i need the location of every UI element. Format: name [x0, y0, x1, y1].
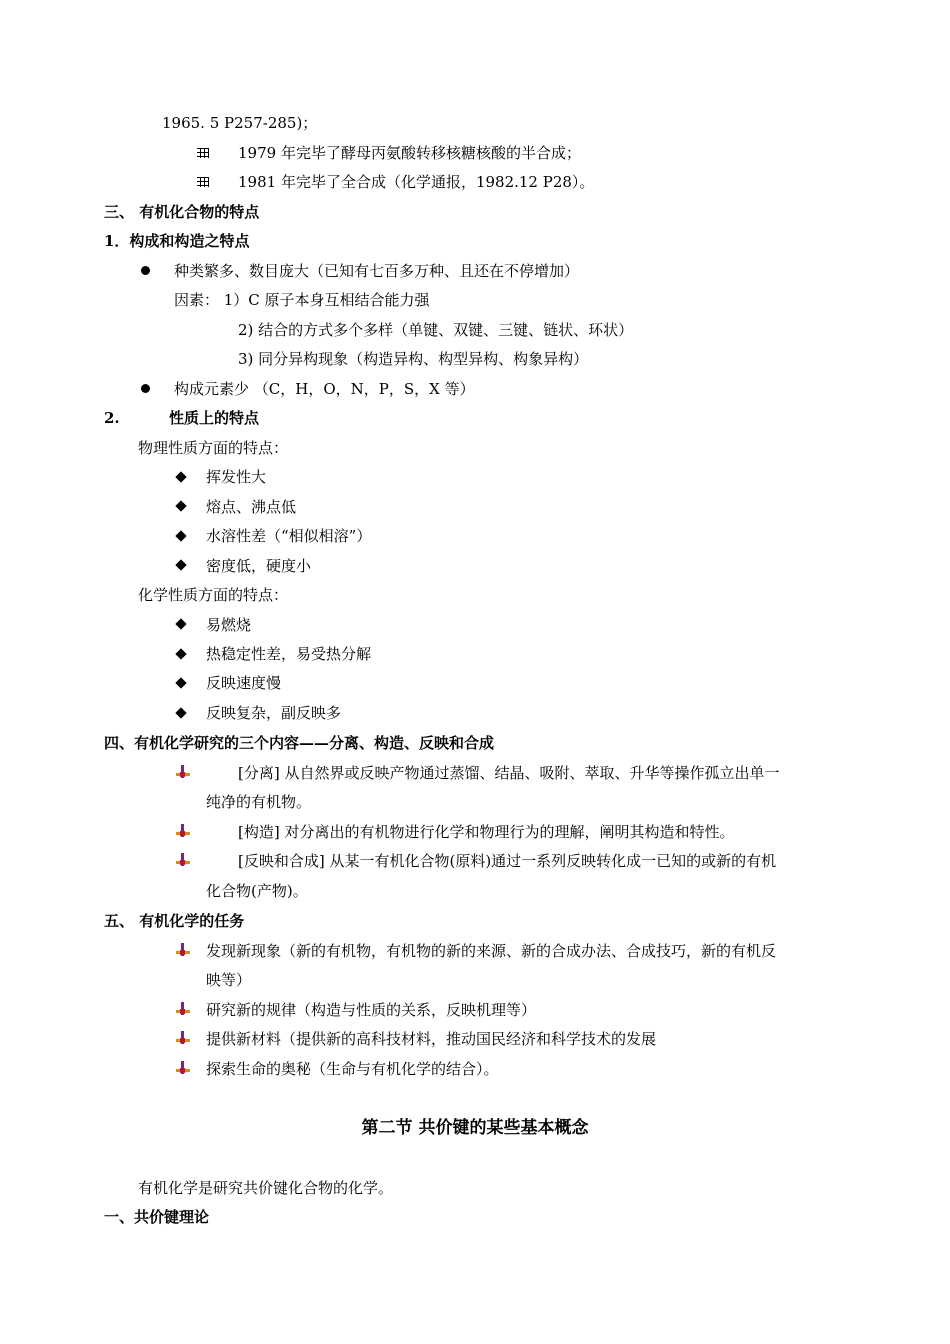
bullet-dot-icon: [141, 266, 150, 275]
text-line: 1979 年完毕了酵母丙氨酸转移核糖核酸的半合成；: [238, 144, 581, 162]
text-line: 热稳定性差，易受热分解: [206, 645, 372, 663]
text-line: 探索生命的奥秘（生命与有机化学的结合）。: [206, 1060, 499, 1078]
text-line: 密度低，硬度小: [206, 557, 312, 575]
text-line: 构成元素少 （C，H，O，N，P，S，X 等）: [174, 380, 475, 398]
subsection-heading: 性质上的特点: [169, 409, 260, 427]
text-line: 种类繁多、数目庞大（已知有七百多万种、且还在不停增加）: [174, 262, 580, 280]
text-line: 化学性质方面的特点：: [138, 586, 289, 604]
table-bullet-icon: [197, 177, 209, 187]
text-line: 反映复杂，副反映多: [206, 704, 342, 722]
chapter-section-title: 第二节 共价键的某些基本概念: [361, 1118, 589, 1138]
text-line: 发现新现象（新的有机物，有机物的新的来源、新的合成办法、合成技巧，新的有机反: [206, 942, 777, 960]
text-line: 1981 年完毕了全合成（化学通报，1982.12 P28）。: [238, 173, 595, 191]
section-heading: 一、共价键理论: [104, 1208, 210, 1226]
diamond-bullet-icon: [175, 530, 186, 541]
text-line: 3) 同分异构现象（构造异构、构型异构、构象异构）: [238, 350, 589, 368]
tack-bullet-icon: [175, 824, 191, 839]
text-line: 水溶性差（“相似相溶”）: [206, 527, 372, 545]
diamond-bullet-icon: [175, 559, 186, 570]
text-line: [分离] 从自然界或反映产物通过蒸馏、结晶、吸附、萃取、升华等操作孤立出单一: [238, 764, 780, 782]
tack-bullet-icon: [175, 1061, 191, 1076]
tack-bullet-icon: [175, 765, 191, 780]
diamond-bullet-icon: [175, 500, 186, 511]
text-line: 映等）: [206, 971, 252, 989]
section-heading: 三、 有机化合物的特点: [104, 203, 260, 221]
text-line: 有机化学是研究共价键化合物的化学。: [138, 1179, 394, 1197]
text-line: 2) 结合的方式多个多样（单键、双键、三键、链状、环状）: [238, 321, 634, 339]
subsection-number: 2.: [104, 409, 120, 427]
text-line: 易燃烧: [206, 616, 252, 634]
section-heading: 五、 有机化学的任务: [104, 912, 245, 930]
tack-bullet-icon: [175, 1002, 191, 1017]
text-line: [反映和合成] 从某一有机化合物(原料)通过一系列反映转化成一已知的或新的有机: [238, 852, 777, 870]
section-heading: 四、有机化学研究的三个内容——分离、构造、反映和合成: [104, 734, 495, 752]
text-line: 反映速度慢: [206, 674, 282, 692]
text-line: 化合物(产物)。: [206, 882, 308, 900]
diamond-bullet-icon: [175, 471, 186, 482]
diamond-bullet-icon: [175, 677, 186, 688]
text-line: 1965. 5 P257-285)；: [162, 114, 318, 132]
text-line: [构造] 对分离出的有机物进行化学和物理行为的理解，阐明其构造和特性。: [238, 823, 735, 841]
text-line: 熔点、沸点低: [206, 498, 297, 516]
text-line: 因素： 1）C 原子本身互相结合能力强: [174, 291, 430, 309]
text-line: 挥发性大: [206, 468, 267, 486]
text-line: 纯净的有机物。: [206, 793, 312, 811]
diamond-bullet-icon: [175, 618, 186, 629]
tack-bullet-icon: [175, 853, 191, 868]
subsection-heading: 1．构成和构造之特点: [104, 232, 250, 250]
diamond-bullet-icon: [175, 648, 186, 659]
tack-bullet-icon: [175, 1031, 191, 1046]
bullet-dot-icon: [141, 384, 150, 393]
diamond-bullet-icon: [175, 707, 186, 718]
tack-bullet-icon: [175, 943, 191, 958]
table-bullet-icon: [197, 148, 209, 158]
text-line: 提供新材料（提供新的高科技材料，推动国民经济和科学技术的发展: [206, 1030, 657, 1048]
text-line: 研究新的规律（构造与性质的关系，反映机理等）: [206, 1001, 537, 1019]
text-line: 物理性质方面的特点：: [138, 439, 289, 457]
